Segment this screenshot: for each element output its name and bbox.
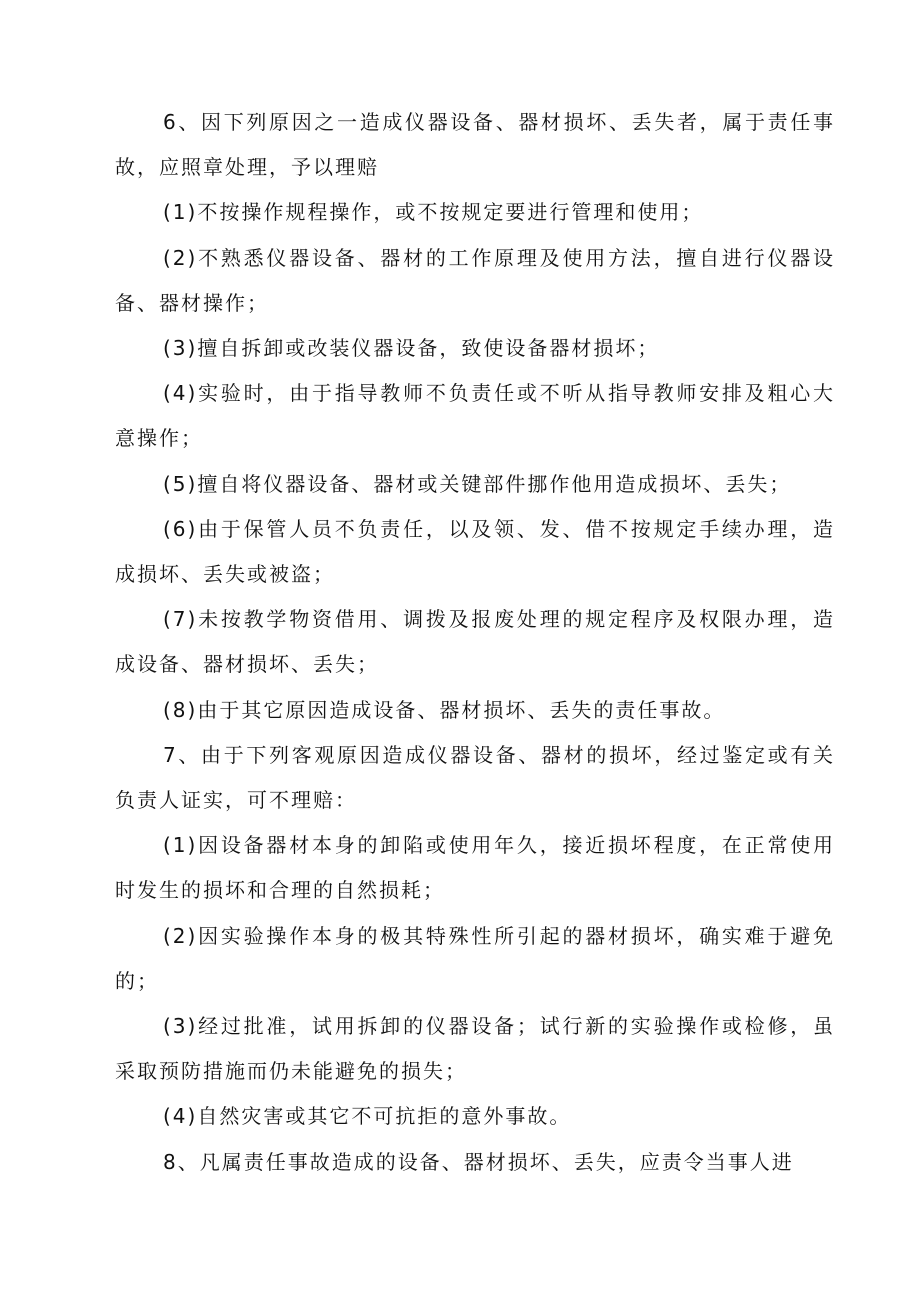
clause-7-item-2: (2)因实验操作本身的极其特殊性所引起的器材损坏，确实难于避免的； [115,923,835,993]
clause-8: 8、凡属责任事故造成的设备、器材损坏、丢失，应责令当事人进 [163,1149,794,1174]
clause-6: 6、因下列原因之一造成仪器设备、器材损坏、丢失者，属于责任事故，应照章处理，予以理赔 [115,110,835,180]
clause-6-item-3: (3)擅自拆卸或改装仪器设备，致使设备器材损坏； [163,336,660,361]
clause-6-item-1: (1)不按操作规程操作，或不按规定要进行管理和使用； [163,200,704,225]
clause-6-item-5: (5)擅自将仪器设备、器材或关键部件挪作他用造成损坏、丢失； [163,471,792,496]
clause-6-item-6: (6)由于保管人员不负责任，以及领、发、借不按规定手续办理，造成损坏、丢失或被盗； [115,516,835,587]
document-body [115,100,835,1185]
clause-6-item-7: (7)未按教学物资借用、调拨及报废处理的规定程序及权限办理，造成设备、器材损坏、丢失； [115,607,835,677]
clause-6-item-8: (8)由于其它原因造成设备、器材损坏、丢失的责任事故。 [163,697,726,722]
clause-6-item-4: (4)实验时，由于指导教师不负责任或不听从指导教师安排及粗心大意操作； [115,381,835,451]
clause-7-item-1: (1)因设备器材本身的卸陷或使用年久，接近损坏程度，在正常使用时发生的损坏和合理的自然损耗； [115,833,835,903]
clause-6-item-2: (2)不熟悉仪器设备、器材的工作原理及使用方法，擅自进行仪器设备、器材操作； [115,245,835,315]
clause-7-item-4: (4)自然灾害或其它不可抗拒的意外事故。 [163,1104,572,1129]
clause-7: 7、由于下列客观原因造成仪器设备、器材的损坏，经过鉴定或有关负责人证实，可不理赔： [115,742,835,813]
clause-7-item-3: (3)经过批准，试用拆卸的仪器设备；试行新的实验操作或检修，虽采取预防措施而仍未能避免的损失； [115,1014,835,1084]
